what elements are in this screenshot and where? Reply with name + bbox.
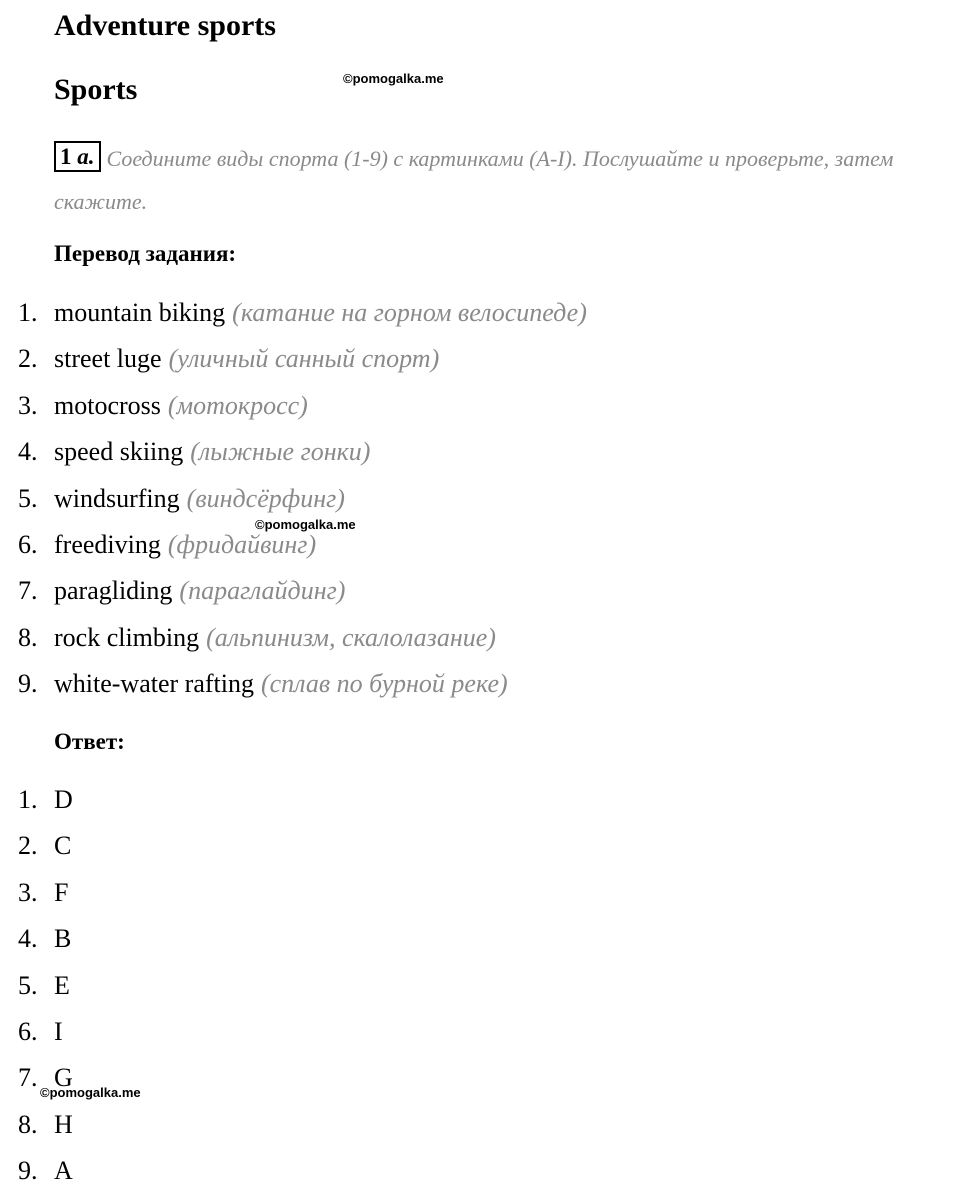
answer-number: 8. bbox=[18, 1109, 38, 1139]
item-number: 4. bbox=[18, 437, 38, 467]
item-english: windsurfing bbox=[54, 483, 180, 513]
answer-value: D bbox=[54, 785, 73, 814]
item-english: mountain biking bbox=[54, 298, 226, 327]
item-number: 3. bbox=[18, 390, 38, 420]
watermark: ©pomogalka.me bbox=[255, 517, 356, 532]
item-number: 8. bbox=[18, 622, 38, 652]
task-number-box bbox=[54, 141, 101, 172]
item-number: 5. bbox=[18, 483, 38, 513]
translation-label: Перевод задания: bbox=[54, 241, 237, 266]
task-letter: a. bbox=[77, 144, 95, 169]
item-russian: (виндсёрфинг) bbox=[186, 483, 345, 513]
answer-number: 4. bbox=[18, 924, 38, 954]
item-english: rock climbing bbox=[54, 622, 200, 652]
section-title: Sports bbox=[54, 73, 138, 106]
task-text: Соедините виды спорта (1-9) с картинками (A-I). Послушайте и проверьте, затем скажите. bbox=[54, 146, 894, 214]
item-number: 9. bbox=[18, 669, 38, 699]
item-english: white-water rafting bbox=[54, 669, 254, 699]
answer-number: 1. bbox=[18, 785, 38, 814]
answer-value: G bbox=[54, 1063, 73, 1093]
item-russian: (уличный санный спорт) bbox=[168, 344, 440, 374]
item-english: paragliding bbox=[54, 576, 173, 606]
answer-number: 2. bbox=[18, 831, 38, 861]
item-russian: (сплав по бурной реке) bbox=[260, 669, 508, 699]
answer-number: 6. bbox=[18, 1016, 38, 1046]
item-english: street luge bbox=[54, 344, 162, 374]
item-russian: (мотокросс) bbox=[167, 390, 308, 420]
item-english: speed skiing bbox=[54, 437, 184, 467]
item-english: motocross bbox=[54, 390, 161, 420]
answer-label: Ответ: bbox=[54, 729, 125, 754]
item-russian: (лыжные гонки) bbox=[190, 437, 371, 467]
page-title: Adventure sports bbox=[54, 9, 276, 42]
item-english: freediving bbox=[54, 529, 161, 559]
answer-value: I bbox=[54, 1016, 63, 1046]
item-number: 7. bbox=[18, 576, 38, 606]
answer-value: H bbox=[54, 1109, 73, 1139]
watermark: ©pomogalka.me bbox=[343, 71, 444, 86]
answer-value: C bbox=[54, 831, 72, 861]
answer-value: A bbox=[54, 1156, 73, 1186]
item-number: 1. bbox=[18, 298, 38, 327]
item-russian: (фридайвинг) bbox=[167, 529, 317, 559]
task-instruction bbox=[54, 137, 954, 223]
item-russian: (катание на горном велосипеде) bbox=[232, 298, 587, 327]
watermark: ©pomogalka.me bbox=[40, 1085, 141, 1100]
answer-value: F bbox=[54, 877, 69, 907]
answer-value: E bbox=[54, 970, 70, 1000]
answer-number: 7. bbox=[18, 1063, 38, 1093]
item-russian: (альпинизм, скалолазание) bbox=[206, 622, 496, 652]
item-number: 2. bbox=[18, 344, 38, 374]
item-russian: (параглайдинг) bbox=[179, 576, 346, 606]
answer-number: 5. bbox=[18, 970, 38, 1000]
answer-number: 9. bbox=[18, 1156, 38, 1186]
task-number: 1 bbox=[60, 144, 72, 169]
item-number: 6. bbox=[18, 529, 38, 559]
answer-value: B bbox=[54, 924, 72, 954]
answer-number: 3. bbox=[18, 877, 38, 907]
